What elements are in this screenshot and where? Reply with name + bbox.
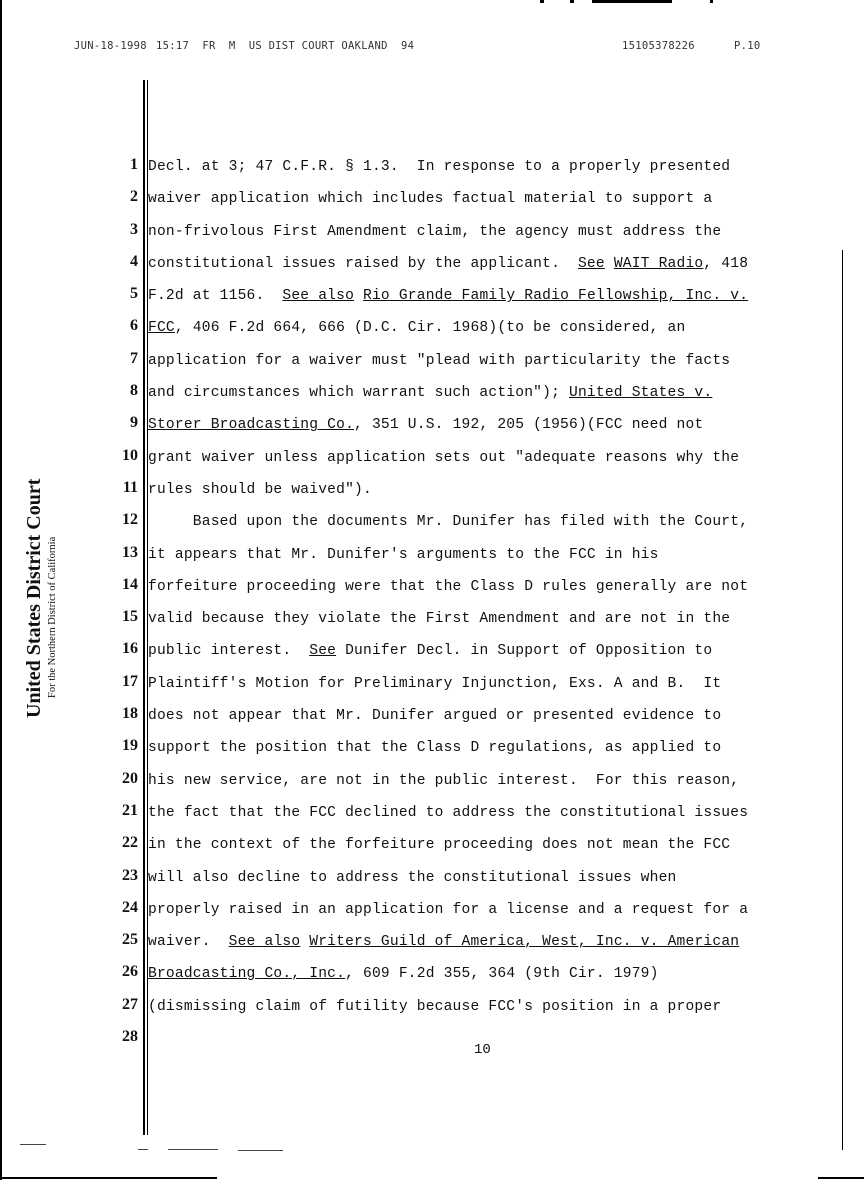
text-segment: non-frivolous First Amendment claim, the agency must address the [148,223,722,240]
text-line [148,545,838,577]
text-segment: , 406 F.2d 664, 666 (D.C. Cir. 1968)(to be considered, an [174,320,686,337]
line-number: 16 [122,640,138,658]
text-line [148,351,838,383]
fax-phone: 15105378226 [622,40,695,52]
line-number: 20 [122,769,138,787]
line-number: 14 [122,575,138,593]
text-line [148,803,838,835]
line-number: 18 [122,705,138,723]
text-segment: his new service, are not in the public interest. For this reason, [148,772,740,789]
text-segment: in the context of the forfeiture proceeding does not mean the FCC [148,837,731,854]
citation-underlined: See also [228,934,301,951]
text-segment: constitutional issues raised by the applicant. [148,255,578,272]
text-line [148,480,838,512]
line-number: 10 [122,446,138,464]
text-segment: rules should be waived"). [148,481,372,498]
line-number: 28 [122,1028,138,1046]
text-segment: application for a waiver must "plead with particularity the facts [148,352,731,369]
line-number: 9 [130,414,138,432]
text-line [148,641,838,673]
text-segment: grant waiver unless application sets out "adequate reasons why the [148,449,740,466]
text-line [148,964,838,996]
fax-time-sender: 15:17 FR M US DIST COURT OAKLAND 94 [156,40,415,52]
text-line [148,157,838,189]
court-district: For the Northern District of California [47,536,58,698]
text-segment: , 418 [703,255,749,272]
document-body [148,157,838,1061]
text-line [148,900,838,932]
line-number: 15 [122,608,138,626]
line-number: 7 [130,349,138,367]
text-segment: properly raised in an application for a license and a request for a [148,901,749,918]
line-number: 22 [122,834,138,852]
fax-date: JUN-18-1998 [74,40,147,52]
citation-underlined: Writers Guild of America, West, Inc. v. American [309,934,740,951]
court-name: United States District Court [23,478,45,718]
text-line [148,577,838,609]
line-number: 23 [122,866,138,884]
line-number: 8 [130,382,138,400]
text-segment: Decl. at 3; 47 C.F.R. § 1.3. In response to a properly presented [148,159,731,175]
text-segment: it appears that Mr. Dunifer's arguments to the FCC in his [148,546,659,563]
text-segment: and circumstances which warrant such action"); [148,385,570,402]
citation-underlined: FCC [148,320,175,337]
text-line [148,932,838,964]
line-number: 3 [130,220,138,238]
scan-artifact-top [540,0,840,4]
citation-underlined: Storer Broadcasting Co. [148,417,355,434]
line-number: 25 [122,931,138,949]
fax-page: P.10 [734,40,761,52]
text-segment: forfeiture proceeding were that the Class D rules generally are not [148,578,749,595]
text-segment: Plaintiff's Motion for Preliminary Injunction, Exs. A and B. It [148,675,722,692]
line-number: 2 [130,188,138,206]
text-line [148,706,838,738]
line-number: 13 [122,543,138,561]
citation-underlined: See [309,643,337,660]
text-segment: will also decline to address the constitutional issues when [148,869,677,886]
text-line [148,997,838,1029]
text-segment: , 351 U.S. 192, 205 (1956)(FCC need not [354,417,704,434]
line-number: 11 [122,478,138,496]
text-line [148,674,838,706]
text-line [148,448,838,480]
page-number: 10 [474,1042,491,1058]
text-segment: valid because they violate the First Amendment and are not in the [148,611,731,628]
line-number: 26 [122,963,138,981]
line-number: 21 [122,801,138,819]
text-line [148,609,838,641]
line-number: 12 [122,511,138,529]
citation-underlined: United States v. [569,385,713,402]
citation-underlined: Broadcasting Co., Inc. [148,966,346,983]
text-segment [605,256,614,272]
text-segment: , 609 F.2d 355, 364 (9th Cir. 1979) [345,966,659,983]
text-line [148,738,838,770]
citation-underlined: WAIT Radio [613,255,704,272]
citation-underlined: See also [282,288,355,305]
line-number: 5 [130,285,138,303]
text-line [148,771,838,803]
line-number: 27 [122,995,138,1013]
text-segment: Dunifer Decl. in Support of Opposition to [336,643,713,660]
text-segment [354,288,363,304]
text-segment: F.2d at 1156. [148,288,283,305]
line-number: 1 [130,156,138,173]
citation-underlined: Rio Grande Family Radio Fellowship, Inc. v. [363,288,749,305]
text-line [148,383,838,415]
citation-underlined: See [577,255,605,272]
text-line [148,318,838,350]
page-edge [0,0,2,1180]
line-numbers [100,155,138,1059]
text-line [148,512,838,544]
line-number: 19 [122,737,138,755]
court-sidebar [22,460,82,720]
text-line [148,415,838,447]
text-segment: (dismissing claim of futility because FCC's position in a proper [148,998,722,1015]
text-line [148,254,838,286]
text-line [148,868,838,900]
text-line [148,222,838,254]
line-number: 6 [130,317,138,335]
text-segment: public interest. [148,643,310,660]
text-segment: waiver application which includes factual material to support a [148,191,713,208]
text-segment: Based upon the documents Mr. Dunifer has filed with the Court, [148,514,749,531]
text-line [148,189,838,221]
line-number: 17 [122,672,138,690]
text-line [148,286,838,318]
line-number: 4 [130,252,138,270]
text-segment: support the position that the Class D regulations, as applied to [148,740,722,757]
text-segment: waiver. [148,934,229,951]
text-line [148,835,838,867]
text-segment [300,934,309,950]
line-number: 24 [122,898,138,916]
text-segment: the fact that the FCC declined to address the constitutional issues [148,804,749,821]
right-margin-rule [842,250,843,1150]
margin-rule [143,80,145,1135]
text-line [148,1029,838,1061]
text-segment: does not appear that Mr. Dunifer argued or presented evidence to [148,708,722,725]
fax-header [44,40,804,100]
